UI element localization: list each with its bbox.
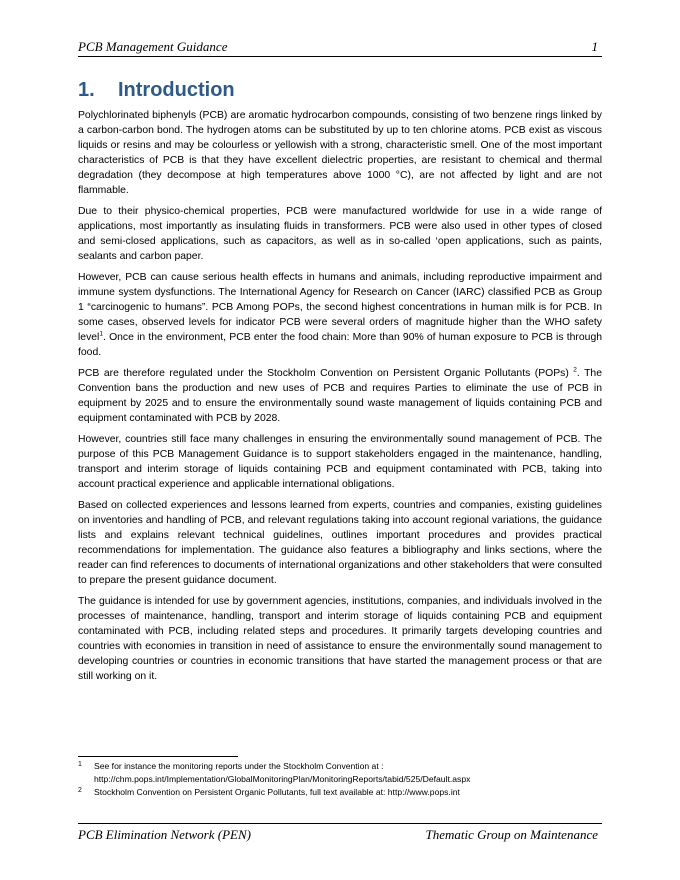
paragraph xyxy=(78,366,602,426)
footnote xyxy=(78,786,602,799)
paragraph-text: . The Convention bans the production and new uses of PCB and requires Parties to eliminate the use of PCB in equipment by 2025 and to ensure the environmentally sound waste management of liquids containing PCB and equipment contaminated with PCB by 2028. xyxy=(78,368,602,424)
paragraph-text: PCB are therefore regulated under the Stockholm Convention on Persistent Organic Pollutants (POPs) xyxy=(78,368,574,379)
footnote xyxy=(78,760,602,786)
paragraph: The guidance is intended for use by government agencies, institutions, companies, and individuals involved in the processes of maintenance, handling, transport and interim storage of liquids containing PCB and equipment contaminated with PCB, including related steps and procedures. It primarily targets developing countries and countries with economies in transition in need of assistance to ensure the environmentally sound management to developing countries or countries in economic transitions that have started the management process or that are still working on it. xyxy=(78,596,602,682)
paragraph: Based on collected experiences and lessons learned from experts, countries and companies, existing guidelines on inventories and handling of PCB, and relevant regulations taking into account regional variations, the guidance lists and explains relevant technical guidelines, outlines important procedures and provides practical recommendations for implementation. The guidance also features a bibliography and links sections, where the reader can find references to documents of international organizations and other stakeholders that were consulted to prepare the present guidance document. xyxy=(78,500,602,586)
section-heading xyxy=(78,78,235,102)
footnote-mark: 2 xyxy=(78,787,82,794)
footer-left: PCB Elimination Network (PEN) xyxy=(78,827,251,842)
page-number: 1 xyxy=(591,39,598,54)
footer-right: Thematic Group on Maintenance xyxy=(425,827,598,842)
footnote-text: Stockholm Convention on Persistent Organic Pollutants, full text available at: http://www.pops.int xyxy=(94,787,460,797)
page-header xyxy=(78,38,602,57)
paragraph xyxy=(78,270,602,360)
footnote-reference[interactable]: 1 xyxy=(99,330,103,338)
paragraph: Due to their physico-chemical properties, PCB were manufactured worldwide for use in a wide range of applications, most importantly as insulating fluids in transformers. PCB were also used in other types of closed and semi-closed applications, such as capacitors, as well as in so-called ‘open applications, such as paints, sealants and carbon paper. xyxy=(78,206,602,262)
paragraph: Polychlorinated biphenyls (PCB) are aromatic hydrocarbon compounds, consisting of two benzene rings linked by a carbon-carbon bond. The hydrogen atoms can be substituted by up to ten chlorine atoms. PCB exist as viscous liquids or resins and may be colourless or yellowish with a strong, characteristic smell. One of the most important characteristics of PCB is that they have excellent dielectric properties, are resistant to chemical and thermal degradation (they decompose at high temperatures above 1000 °C), are not affected by light and are not flammable. xyxy=(78,110,602,196)
footnote-link[interactable]: http://chm.pops.int/Implementation/GlobalMonitoringPlan/MonitoringReports/tabid/525/Default.aspx xyxy=(94,774,471,784)
section-title: Introduction xyxy=(118,79,235,101)
header-title: PCB Management Guidance xyxy=(78,39,228,54)
paragraph-text: . Once in the environment, PCB enter the food chain: More than 90% of human exposure to PCB is through food. xyxy=(78,332,602,358)
footnote-separator xyxy=(78,756,238,757)
paragraph-text: However, PCB can cause serious health effects in humans and animals, including reproductive impairment and immune system dysfunctions. The International Agency for Research on Cancer (IARC) classified PCB as Group 1 “carcinogenic to humans”. PCB Among POPs, the second highest concentrations in human milk is for PCB. In some cases, observed levels for indicator PCB were several orders of magnitude higher than the WHO safety level xyxy=(78,272,602,343)
paragraph: However, countries still face many challenges in ensuring the environmentally sound management of PCB. The purpose of this PCB Management Guidance is to support stakeholders engaged in the maintenance, handling, transport and interim storage of liquids containing PCB and equipment contaminated with PCB, taking into account practical experience and applicable international obligations. xyxy=(78,434,602,490)
page-footer xyxy=(78,823,602,844)
footnote-line: See for instance the monitoring reports under the Stockholm Convention at : xyxy=(94,761,384,771)
footnote-mark: 1 xyxy=(78,761,82,768)
footnote-text xyxy=(94,760,602,786)
body-text xyxy=(78,108,602,690)
section-number: 1. xyxy=(78,79,95,101)
footnote-reference[interactable]: 2 xyxy=(573,366,577,374)
footnotes xyxy=(78,760,602,799)
